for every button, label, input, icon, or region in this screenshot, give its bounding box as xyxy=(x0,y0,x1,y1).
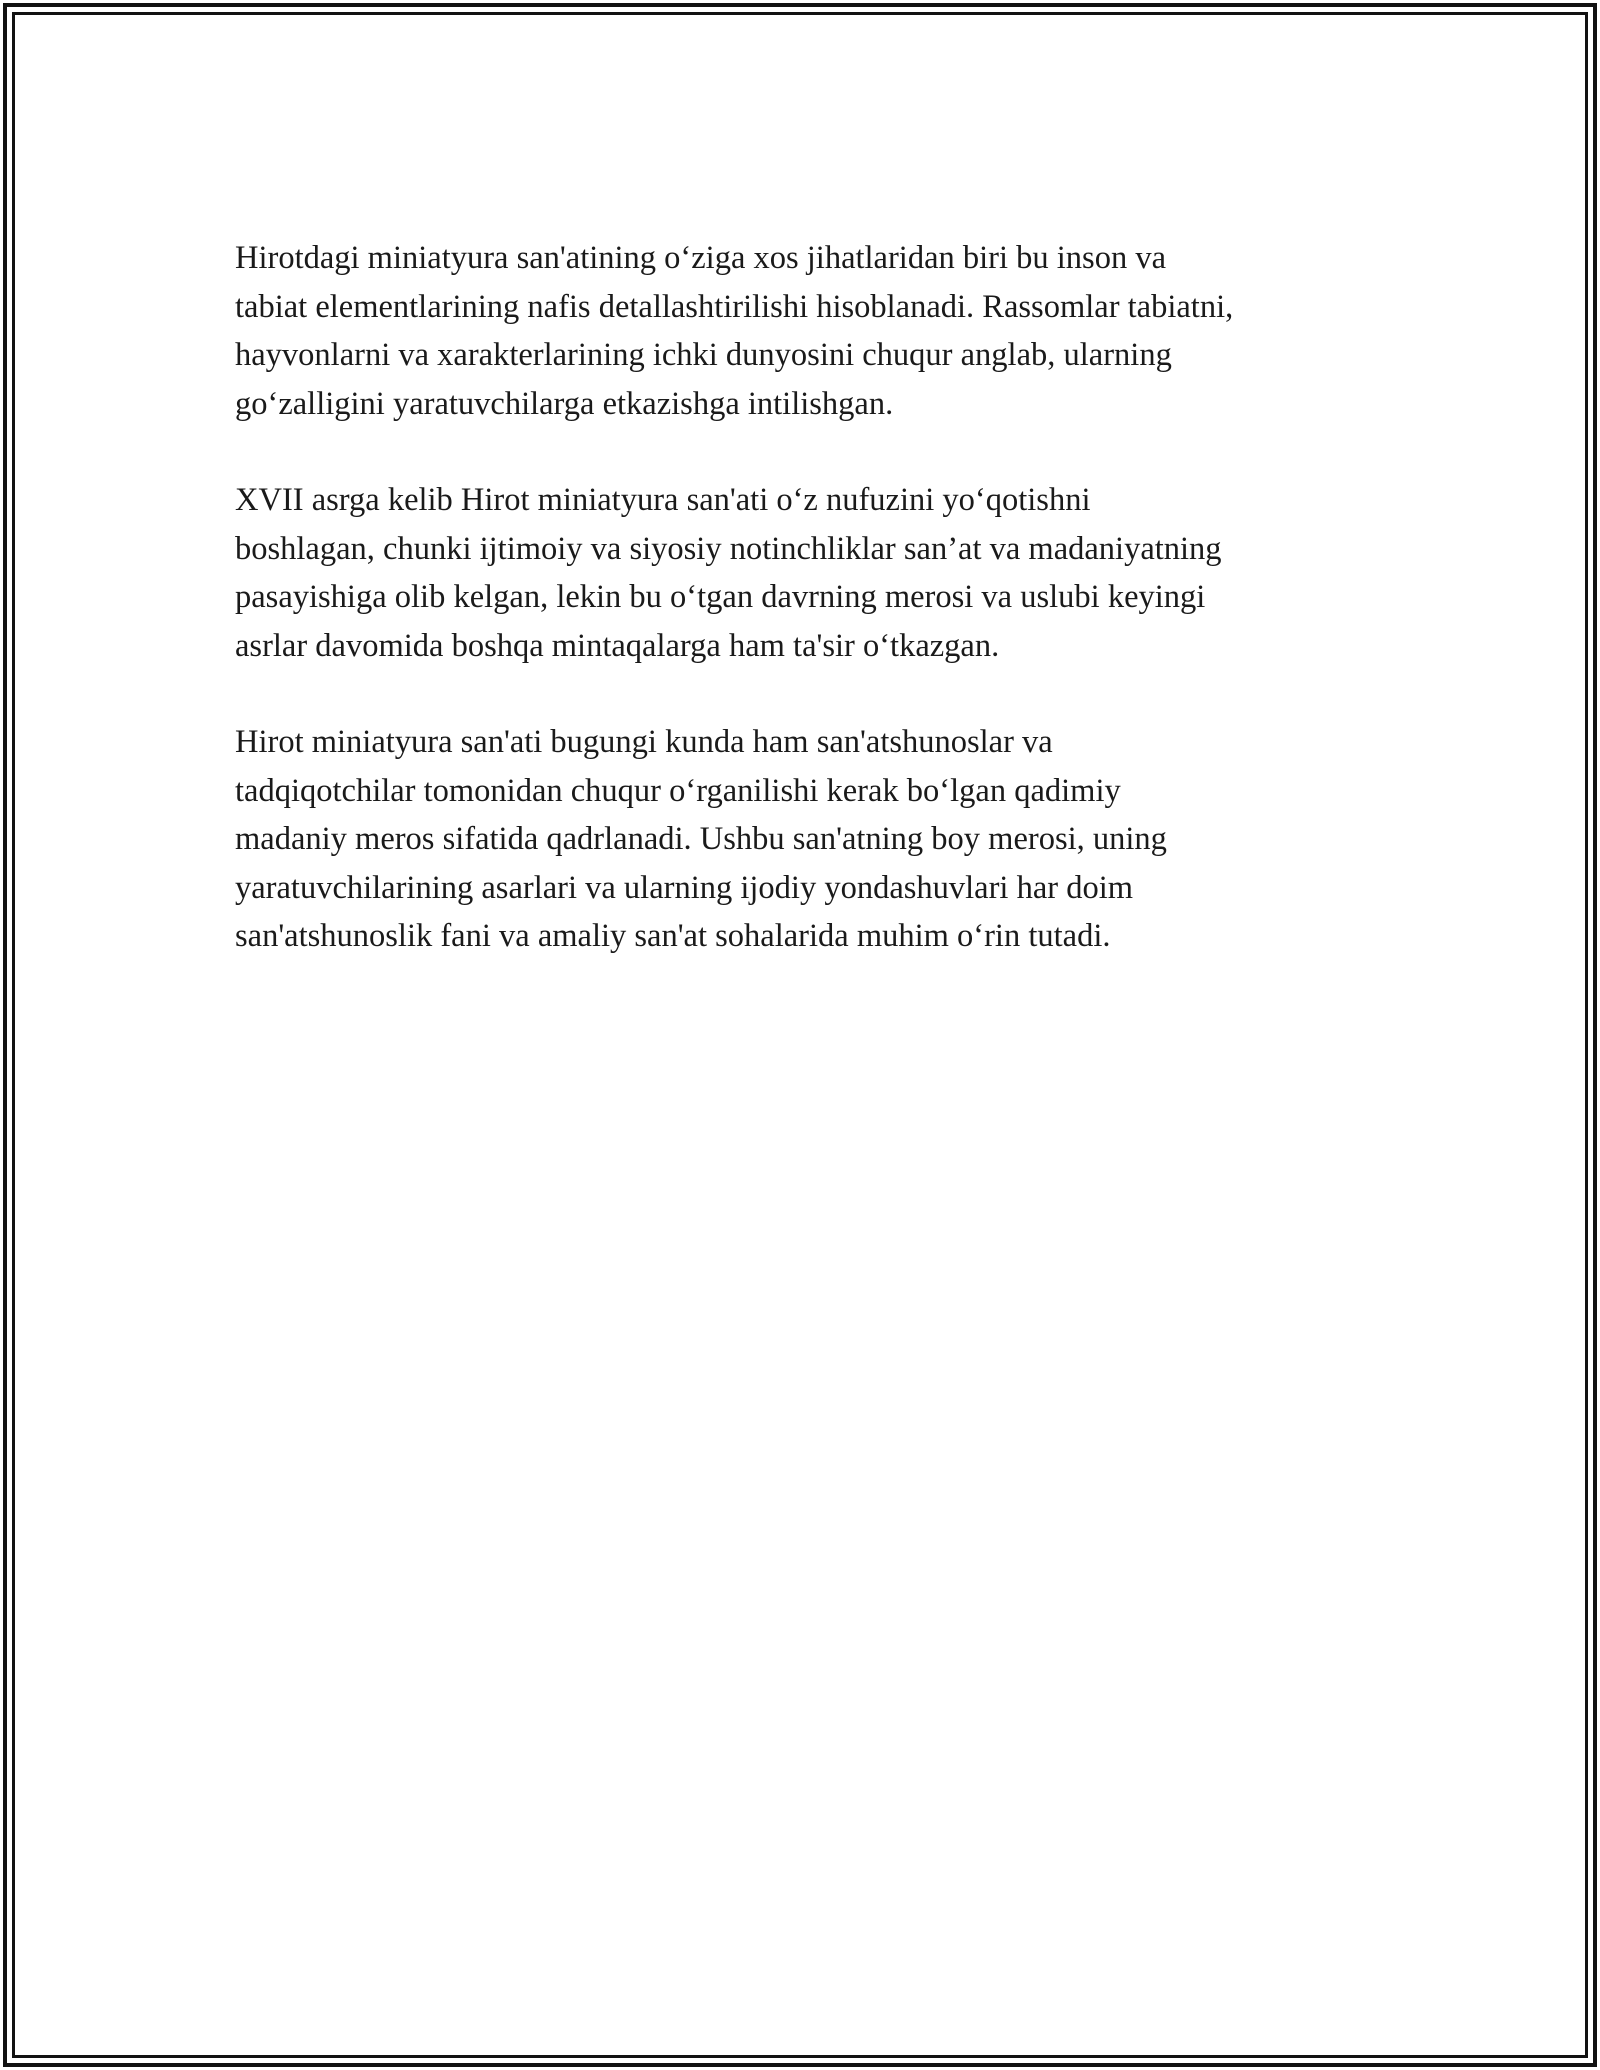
paragraph-line: madaniy meros sifatida qadrlanadi. Ushbu san'atning boy merosi, uning xyxy=(235,821,1167,857)
paragraph-line: Hirot miniatyura san'ati bugungi kunda ham san'atshunoslar va xyxy=(235,724,1053,760)
paragraph-line: tabiat elementlarining nafis detallashtirilishi hisoblanadi. Rassomlar tabiatni, xyxy=(235,288,1234,325)
paragraph-line: hayvonlarni va xarakterlarining ichki dunyosini chuqur anglab, ularning xyxy=(235,337,1172,373)
paragraph-line: boshlagan, chunki ijtimoiy va siyosiy notinchliklar san’at va madaniyatning xyxy=(235,530,1222,567)
paragraph-line: pasayishiga olib kelgan, lekin bu o‘tgan davrning merosi va uslubi keyingi xyxy=(235,579,1206,615)
paragraph-line: XVII asrga kelib Hirot miniatyura san'ati o‘z nufuzini yo‘qotishni xyxy=(235,482,1091,518)
paragraph-line: Hirotdagi miniatyura san'atining o‘ziga xos jihatlaridan biri bu inson va xyxy=(235,240,1166,276)
paragraph-line: tadqiqotchilar tomonidan chuqur o‘rganilishi kerak bo‘lgan qadimiy xyxy=(235,772,1121,809)
paragraph-line: yaratuvchilarining asarlari va ularning ijodiy yondashuvlari har doim xyxy=(235,869,1134,906)
document-body xyxy=(235,234,1395,1009)
paragraph-3 xyxy=(235,718,1395,961)
paragraph-line: asrlar davomida boshqa mintaqalarga ham ta'sir o‘tkazgan. xyxy=(235,627,1000,664)
paragraph-line: san'atshunoslik fani va amaliy san'at sohalarida muhim o‘rin tutadi. xyxy=(235,918,1111,954)
paragraph-2 xyxy=(235,476,1395,670)
paragraph-line: go‘zalligini yaratuvchilarga etkazishga intilishgan. xyxy=(235,385,894,422)
paragraph-1 xyxy=(235,234,1395,428)
